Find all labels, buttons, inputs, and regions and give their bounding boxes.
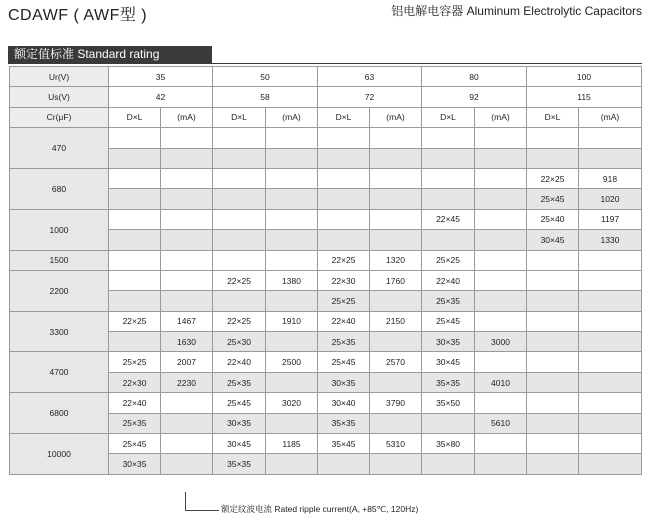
ripple-cell — [266, 209, 318, 229]
ur-row — [10, 67, 642, 87]
us-value: 58 — [213, 87, 318, 107]
ripple-cell: 2150 — [370, 311, 422, 331]
ripple-cell — [579, 332, 642, 352]
size-cell: 22×40 — [422, 270, 475, 290]
model-title: CDAWF ( AWF型 ) — [8, 7, 148, 24]
size-cell — [318, 230, 370, 250]
ripple-header: (mA) — [370, 107, 422, 127]
ripple-cell — [579, 270, 642, 290]
ripple-cell: 2570 — [370, 352, 422, 372]
ripple-header: (mA) — [266, 107, 318, 127]
ripple-cell — [475, 393, 527, 413]
size-cell — [527, 332, 579, 352]
ripple-cell — [475, 128, 527, 148]
size-cell — [527, 250, 579, 270]
ur-value: 80 — [422, 67, 527, 87]
size-cell — [213, 250, 266, 270]
ripple-cell — [579, 128, 642, 148]
ripple-cell — [579, 413, 642, 433]
ripple-cell: 1910 — [266, 311, 318, 331]
ripple-cell — [475, 434, 527, 454]
size-cell — [213, 291, 266, 311]
size-cell: 22×30 — [318, 270, 370, 290]
size-cell — [527, 413, 579, 433]
size-cell — [109, 250, 161, 270]
ripple-cell — [266, 189, 318, 209]
ripple-cell: 2500 — [266, 352, 318, 372]
ripple-cell: 1760 — [370, 270, 422, 290]
ripple-cell — [579, 291, 642, 311]
ripple-cell — [370, 128, 422, 148]
table-row — [10, 128, 642, 148]
size-cell: 35×80 — [422, 434, 475, 454]
ripple-cell: 4010 — [475, 372, 527, 392]
ripple-cell: 1185 — [266, 434, 318, 454]
capacitance-cell: 1000 — [10, 209, 109, 250]
size-cell — [109, 128, 161, 148]
ripple-cell — [579, 250, 642, 270]
capacitance-cell: 2200 — [10, 270, 109, 311]
ripple-header: (mA) — [579, 107, 642, 127]
ripple-cell: 3020 — [266, 393, 318, 413]
ripple-cell — [161, 434, 213, 454]
size-cell: 35×35 — [213, 454, 266, 474]
size-cell — [318, 168, 370, 188]
standard-rating-table — [9, 66, 642, 475]
size-cell: 25×35 — [422, 291, 475, 311]
ripple-cell: 1630 — [161, 332, 213, 352]
size-cell: 35×45 — [318, 434, 370, 454]
table-row — [10, 270, 642, 290]
ripple-header: (mA) — [475, 107, 527, 127]
ripple-cell: 1467 — [161, 311, 213, 331]
us-label: Us(V) — [10, 87, 109, 107]
cr-label: Cr(μF) — [10, 107, 109, 127]
us-value: 92 — [422, 87, 527, 107]
size-cell — [527, 128, 579, 148]
ur-label: Ur(V) — [10, 67, 109, 87]
size-cell — [109, 291, 161, 311]
ripple-cell — [266, 372, 318, 392]
ripple-cell — [579, 372, 642, 392]
ripple-header: (mA) — [161, 107, 213, 127]
size-cell: 22×25 — [109, 311, 161, 331]
size-cell: 30×45 — [422, 352, 475, 372]
ripple-cell: 5310 — [370, 434, 422, 454]
size-cell — [527, 270, 579, 290]
size-cell — [109, 332, 161, 352]
size-cell — [213, 189, 266, 209]
ripple-cell — [370, 230, 422, 250]
capacitance-cell: 470 — [10, 128, 109, 169]
size-cell: 22×25 — [527, 168, 579, 188]
ripple-cell — [475, 270, 527, 290]
table-row — [10, 352, 642, 372]
size-cell — [109, 209, 161, 229]
ripple-cell: 2230 — [161, 372, 213, 392]
section-header: 额定值标准 Standard rating — [8, 46, 212, 63]
capacitance-cell: 3300 — [10, 311, 109, 352]
ripple-cell — [370, 372, 422, 392]
size-cell — [422, 230, 475, 250]
ripple-cell — [475, 189, 527, 209]
capacitance-cell: 680 — [10, 168, 109, 209]
ripple-cell — [475, 250, 527, 270]
ripple-cell — [266, 332, 318, 352]
ripple-cell — [579, 352, 642, 372]
ripple-cell — [161, 250, 213, 270]
size-cell: 22×45 — [422, 209, 475, 229]
size-cell — [109, 189, 161, 209]
size-cell — [422, 413, 475, 433]
size-cell: 25×25 — [422, 250, 475, 270]
ripple-cell: 3000 — [475, 332, 527, 352]
section-divider — [8, 63, 642, 64]
size-cell: 30×35 — [318, 372, 370, 392]
size-cell: 25×45 — [109, 434, 161, 454]
ripple-cell: 1020 — [579, 189, 642, 209]
size-cell: 25×35 — [318, 332, 370, 352]
ripple-cell — [266, 250, 318, 270]
size-cell — [213, 230, 266, 250]
ripple-cell — [579, 434, 642, 454]
ripple-cell — [370, 148, 422, 168]
size-cell: 25×40 — [527, 209, 579, 229]
ripple-cell: 1197 — [579, 209, 642, 229]
ripple-cell — [161, 454, 213, 474]
size-cell: 25×45 — [318, 352, 370, 372]
table-row — [10, 311, 642, 331]
ripple-cell — [475, 352, 527, 372]
ripple-cell — [370, 168, 422, 188]
ripple-cell — [475, 291, 527, 311]
ripple-cell — [370, 413, 422, 433]
ripple-cell — [266, 230, 318, 250]
size-cell — [527, 454, 579, 474]
category-title: 铝电解电容器 Aluminum Electrolytic Capacitors — [391, 4, 642, 18]
ripple-cell: 5610 — [475, 413, 527, 433]
size-cell — [318, 128, 370, 148]
size-cell — [527, 434, 579, 454]
footnote-connector — [185, 492, 225, 515]
dim-header: D×L — [213, 107, 266, 127]
size-cell: 22×25 — [213, 311, 266, 331]
us-value: 42 — [109, 87, 213, 107]
size-cell — [318, 189, 370, 209]
ripple-cell — [475, 230, 527, 250]
size-cell: 25×45 — [527, 189, 579, 209]
size-cell — [422, 454, 475, 474]
size-cell — [109, 148, 161, 168]
size-cell: 22×40 — [318, 311, 370, 331]
ripple-cell: 1320 — [370, 250, 422, 270]
size-cell: 30×45 — [213, 434, 266, 454]
ripple-cell — [579, 311, 642, 331]
dim-header: D×L — [527, 107, 579, 127]
ripple-cell — [161, 189, 213, 209]
capacitance-cell: 4700 — [10, 352, 109, 393]
size-cell: 25×25 — [318, 291, 370, 311]
us-value: 115 — [527, 87, 642, 107]
size-cell: 25×25 — [109, 352, 161, 372]
ripple-cell — [266, 454, 318, 474]
ripple-cell — [161, 168, 213, 188]
size-cell — [318, 454, 370, 474]
size-cell: 25×35 — [213, 372, 266, 392]
size-cell — [527, 372, 579, 392]
ripple-cell — [161, 413, 213, 433]
size-cell — [527, 148, 579, 168]
size-cell — [318, 148, 370, 168]
ripple-cell — [579, 148, 642, 168]
ripple-cell — [475, 209, 527, 229]
size-cell — [527, 311, 579, 331]
table-row — [10, 393, 642, 413]
column-header-row — [10, 107, 642, 127]
size-cell: 30×45 — [527, 230, 579, 250]
size-cell — [213, 148, 266, 168]
table-row — [10, 250, 642, 270]
size-cell — [422, 148, 475, 168]
size-cell — [527, 352, 579, 372]
ur-value: 63 — [318, 67, 422, 87]
size-cell — [318, 209, 370, 229]
ripple-cell — [161, 291, 213, 311]
ripple-cell: 918 — [579, 168, 642, 188]
ripple-cell — [161, 148, 213, 168]
size-cell: 30×35 — [422, 332, 475, 352]
ripple-cell: 2007 — [161, 352, 213, 372]
size-cell: 25×30 — [213, 332, 266, 352]
size-cell: 25×45 — [213, 393, 266, 413]
size-cell — [213, 209, 266, 229]
capacitance-cell: 1500 — [10, 250, 109, 270]
size-cell — [109, 270, 161, 290]
ripple-cell — [370, 454, 422, 474]
size-cell — [527, 291, 579, 311]
dim-header: D×L — [109, 107, 161, 127]
us-value: 72 — [318, 87, 422, 107]
ripple-cell: 1330 — [579, 230, 642, 250]
ripple-cell — [161, 393, 213, 413]
size-cell — [422, 168, 475, 188]
footnote: 额定纹波电流 Rated ripple current(A, +85℃, 120Hz) — [221, 504, 419, 514]
ripple-cell — [266, 128, 318, 148]
size-cell: 22×25 — [213, 270, 266, 290]
size-cell: 30×40 — [318, 393, 370, 413]
size-cell: 22×25 — [318, 250, 370, 270]
us-row — [10, 87, 642, 107]
size-cell: 35×35 — [318, 413, 370, 433]
size-cell: 30×35 — [213, 413, 266, 433]
ripple-cell — [370, 332, 422, 352]
ur-value: 100 — [527, 67, 642, 87]
size-cell: 22×40 — [109, 393, 161, 413]
ripple-cell — [161, 270, 213, 290]
size-cell — [422, 189, 475, 209]
dim-header: D×L — [318, 107, 370, 127]
ripple-cell — [161, 209, 213, 229]
ripple-cell — [370, 291, 422, 311]
size-cell: 22×30 — [109, 372, 161, 392]
table-row — [10, 168, 642, 188]
size-cell — [109, 230, 161, 250]
table-row — [10, 209, 642, 229]
size-cell: 35×50 — [422, 393, 475, 413]
ripple-cell — [475, 168, 527, 188]
ripple-cell — [266, 291, 318, 311]
size-cell — [213, 128, 266, 148]
ripple-cell: 3790 — [370, 393, 422, 413]
ripple-cell — [370, 209, 422, 229]
size-cell — [422, 128, 475, 148]
ripple-cell — [266, 148, 318, 168]
ur-value: 35 — [109, 67, 213, 87]
ripple-cell: 1380 — [266, 270, 318, 290]
size-cell: 25×45 — [422, 311, 475, 331]
size-cell: 22×40 — [213, 352, 266, 372]
ripple-cell — [579, 393, 642, 413]
table-row — [10, 434, 642, 454]
ripple-cell — [266, 168, 318, 188]
size-cell: 25×35 — [109, 413, 161, 433]
ripple-cell — [475, 148, 527, 168]
ripple-cell — [475, 311, 527, 331]
ripple-cell — [579, 454, 642, 474]
size-cell — [109, 168, 161, 188]
dim-header: D×L — [422, 107, 475, 127]
capacitance-cell: 6800 — [10, 393, 109, 434]
size-cell — [213, 168, 266, 188]
ripple-cell — [266, 413, 318, 433]
ripple-cell — [161, 128, 213, 148]
size-cell: 35×35 — [422, 372, 475, 392]
ripple-cell — [370, 189, 422, 209]
ripple-cell — [475, 454, 527, 474]
ripple-cell — [161, 230, 213, 250]
ur-value: 50 — [213, 67, 318, 87]
size-cell: 30×35 — [109, 454, 161, 474]
capacitance-cell: 10000 — [10, 434, 109, 475]
size-cell — [527, 393, 579, 413]
